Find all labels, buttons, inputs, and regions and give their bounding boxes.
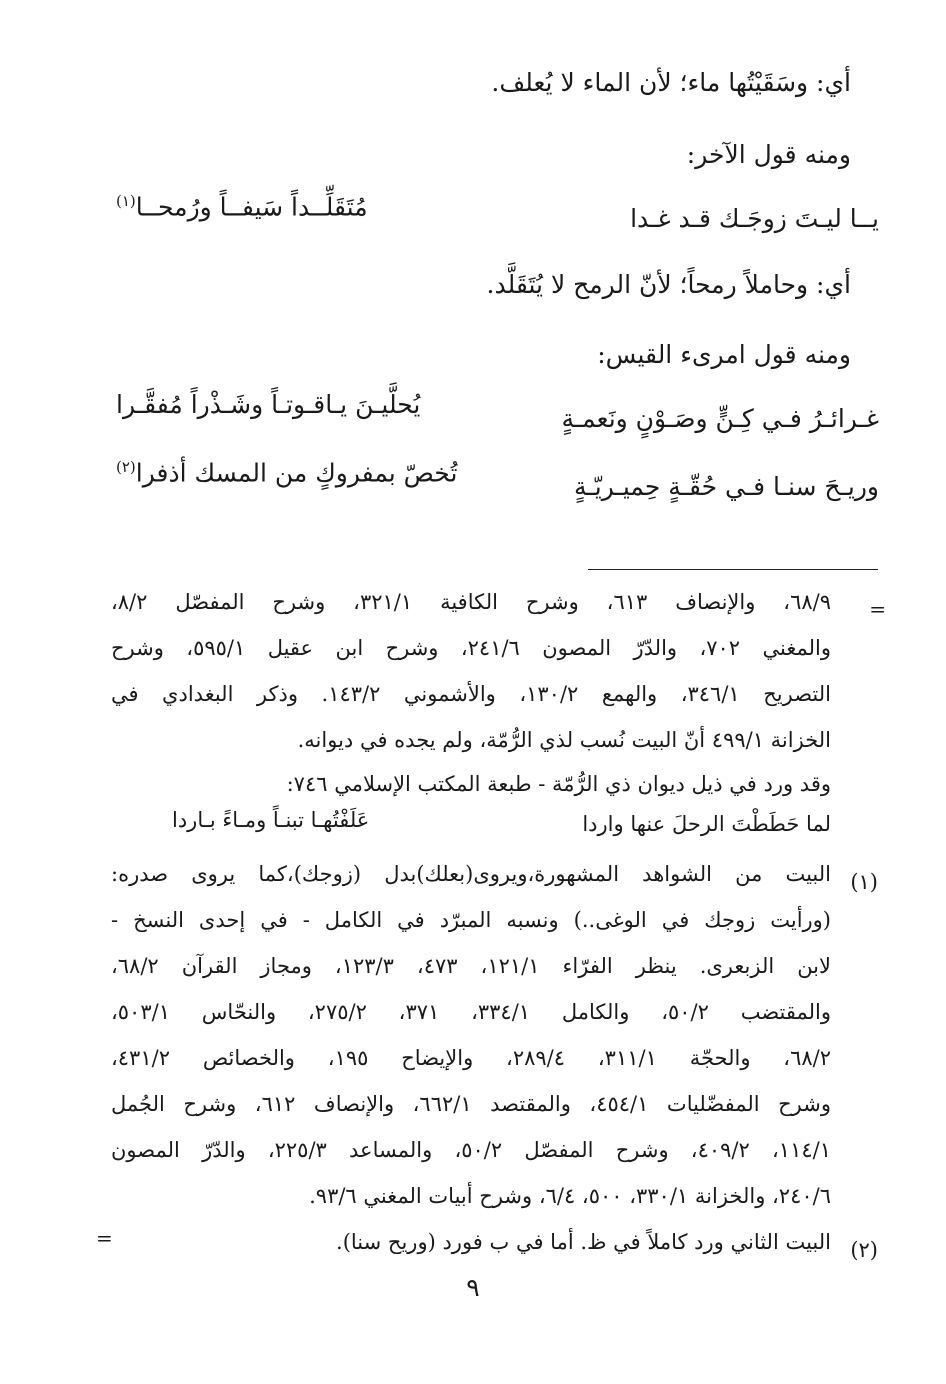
footnote-marker-1: (١) bbox=[116, 192, 136, 210]
footnote-1-line: ٦٨/٢، والحجّة ٣١١/١، ٢٨٩/٤، والإيضاح ١٩٥، والخصائص ٤٣١/٢، bbox=[111, 1046, 832, 1070]
inner-verse-right: لما حَطَطْتَ الرحلَ عنها واردا bbox=[582, 812, 831, 836]
continuation-mark: = bbox=[869, 597, 886, 621]
footnote-separator bbox=[588, 569, 878, 570]
main-line-1: أي: وسَقَيْتُها ماء؛ لأن الماء لا يُعلف. bbox=[491, 68, 851, 97]
verse-1-right: يــا ليـتَ زوجَـك قـد غـدا bbox=[630, 204, 879, 233]
footnote-number-2: (٢) bbox=[850, 1238, 878, 1262]
page-number: ٩ bbox=[466, 1273, 480, 1302]
verse-1-left-text: مُتَقَلِّــداً سَيفــاً ورُمحــا bbox=[135, 192, 368, 222]
footnote-marker-2: (٢) bbox=[116, 458, 136, 476]
verse-3-left bbox=[116, 458, 457, 487]
verse-3-right: وريـحَ سنـا فـي حُقّـةٍ حِميـريّـةٍ bbox=[574, 472, 879, 501]
footnote-1-line: وشرح المفضّليات ٤٥٤/١، والمقتصد ٦٦٢/١، والإنصاف ٦١٢، وشرح الجُمل bbox=[111, 1092, 831, 1116]
footnote-1-line: البيت من الشواهد المشهورة،ويروى(بعلك)بدل (زوجك)،كما يروى صدره: bbox=[111, 862, 831, 886]
footnote-1-line: ٢٤٠/٦، والخزانة ٣٣٠/١، ٥٠٠، ٦/٤، وشرح أبيات المغني ٩٣/٦. bbox=[309, 1184, 831, 1208]
inner-verse-left: عَلَفْتُهـا تبنـاً ومـاءً بـاردا bbox=[172, 808, 370, 832]
main-line-2: ومنه قول الآخر: bbox=[686, 140, 851, 169]
verse-2-left: يُحلَّيـنَ يـاقـوتـاً وشَـذْراً مُفقَّـرا bbox=[116, 390, 421, 419]
main-line-5: ومنه قول امرىء القيس: bbox=[597, 340, 851, 369]
verse-2-right: غـرائـرُ فـي كِـنٍّ وصَـوْنٍ ونَعمـةٍ bbox=[561, 404, 879, 433]
footnote-cont-line: والمغني ٧٠٢، والدّرّ المصون ٢٤١/٦، وشرح ابن عقيل ٥٩٥/١، وشرح bbox=[111, 636, 831, 660]
footnote-cont-line: وقد ورد في ذيل ديوان ذي الرُّمّة - طبعة المكتب الإسلامي ٧٤٦: bbox=[286, 772, 831, 796]
continues-mark: = bbox=[96, 1226, 113, 1250]
footnote-number-1: (١) bbox=[850, 870, 878, 894]
main-line-4: أي: وحاملاً رمحاً؛ لأنّ الرمح لا يُتَقَلَّد. bbox=[486, 270, 851, 299]
footnote-cont-line: ٦٨/٩، والإنصاف ٦١٣، وشرح الكافية ٣٢١/١، وشرح المفصّل ٨/٢، bbox=[111, 590, 831, 614]
footnote-2-line: البيت الثاني ورد كاملاً في ظ. أما في ب فورد (وريح سنا). bbox=[336, 1230, 831, 1254]
verse-1-left bbox=[116, 192, 368, 221]
footnote-1-line: ١١٤/١، ٤٠٩/٢، وشرح المفصّل ٥٠/٢، والمساعد ٢٢٥/٣، والدّرّ المصون bbox=[111, 1138, 831, 1162]
footnote-cont-line: التصريح ٣٤٦/١، والهمع ١٣٠/٢، والأشموني ١٤٣/٢. وذكر البغدادي في bbox=[111, 682, 831, 706]
footnote-1-line: والمقتضب ٥٠/٢، والكامل ٣٣٤/١، ٣٧١، ٢٧٥/٢، والنحّاس ٥٠٣/١، bbox=[111, 1000, 832, 1024]
footnote-cont-line: الخزانة ٤٩٩/١ أنّ البيت نُسب لذي الرُّمّة، ولم يجده في ديوانه. bbox=[297, 728, 831, 752]
verse-3-left-text: تُخصّ بمفروكٍ من المسك أذفرا bbox=[135, 458, 458, 488]
footnote-1-line: (ورأيت زوجك في الوغى..) ونسبه المبرّد في الكامل - في إحدى النسخ - bbox=[111, 908, 831, 932]
footnote-1-line: لابن الزبعرى. ينظر الفرّاء ١٢١/١، ٤٧٣، ١٢٣/٣، ومجاز القرآن ٦٨/٢، bbox=[111, 954, 832, 978]
